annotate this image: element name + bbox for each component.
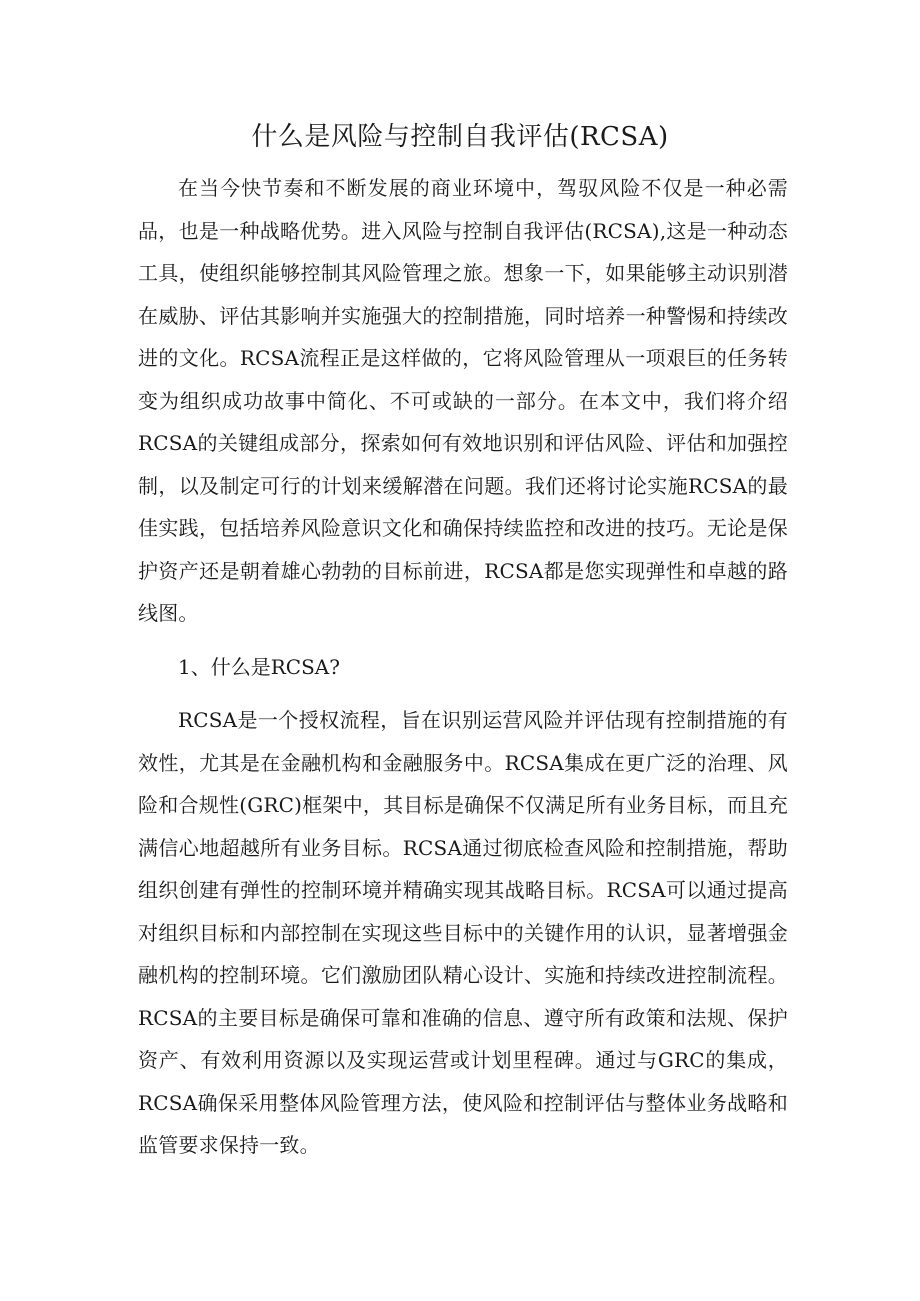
document-body [138,167,788,1167]
intro-paragraph: 在当今快节奏和不断发展的商业环境中，驾驭风险不仅是一种必需品，也是一种战略优势。进入风险与控制自我评估(RCSA),这是一种动态工具，使组织能够控制其风险管理之旅。想象一下，如果能够主动识别潜在威胁、评估其影响并实施强大的控制措施，同时培养一种警惕和持续改进的文化。RCSA流程正是这样做的，它将风险管理从一项艰巨的任务转变为组织成功故事中简化、不可或缺的一部分。在本文中，我们将介绍RCSA的关键组成部分，探索如何有效地识别和评估风险、评估和加强控制，以及制定可行的计划来缓解潜在问题。我们还将讨论实施RCSA的最佳实践，包括培养风险意识文化和确保持续监控和改进的技巧。无论是保护资产还是朝着雄心勃勃的目标前进，RCSA都是您实现弹性和卓越的路线图。 [138,176,788,625]
definition-paragraph: RCSA是一个授权流程，旨在识别运营风险并评估现有控制措施的有效性，尤其是在金融机构和金融服务中。RCSA集成在更广泛的治理、风险和合规性(GRC)框架中，其目标是确保不仅满足所有业务目标，而且充满信心地超越所有业务目标。RCSA通过彻底检查风险和控制措施，帮助组织创建有弹性的控制环境并精确实现其战略目标。RCSA可以通过提高对组织目标和内部控制在实现这些目标中的关键作用的认识，显著增强金融机构的控制环境。它们激励团队精心设计、实施和持续改进控制流程。RCSA的主要目标是确保可靠和准确的信息、遵守所有政策和法规、保护资产、有效利用资源以及实现运营或计划里程碑。通过与GRC的集成，RCSA确保采用整体风险管理方法，使风险和控制评估与整体业务战略和监管要求保持一致。 [138,708,788,1157]
section-heading: 1、什么是RCSA? [178,654,340,679]
document-title: 什么是风险与控制自我评估(RCSA) [251,122,669,152]
